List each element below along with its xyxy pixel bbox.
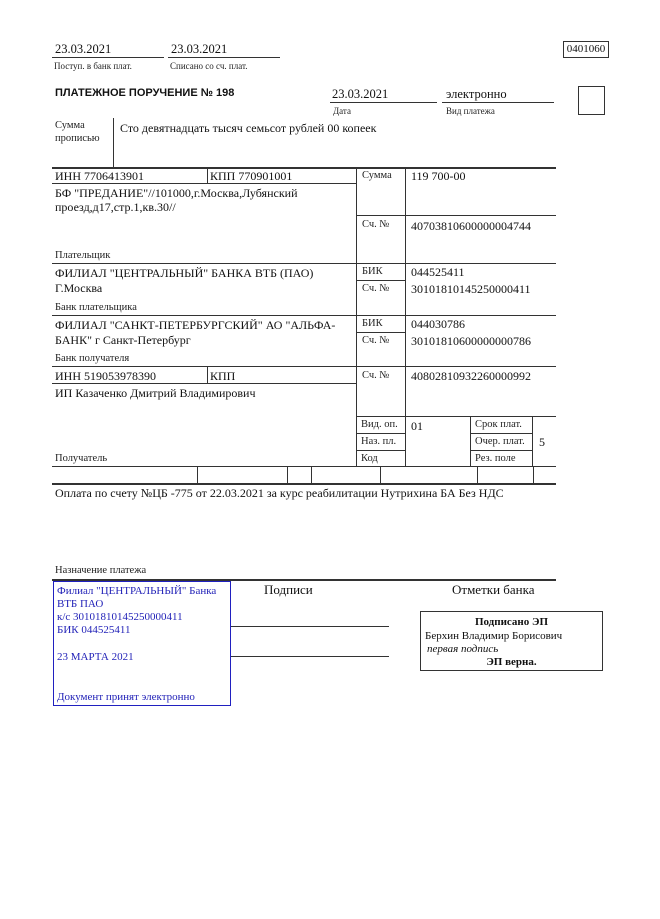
payee-bank-name-line1: ФИЛИАЛ "САНКТ-ПЕТЕРБУРГСКИЙ" АО "АЛЬФА- [55, 318, 336, 332]
stamp-line2: ВТБ ПАО [57, 598, 104, 610]
payee-bank-account-label: Сч. № [362, 335, 390, 346]
payment-type-label: Вид платежа [446, 106, 495, 116]
payer-bank-name-line1: ФИЛИАЛ "ЦЕНТРАЛЬНЫЙ" БАНКА ВТБ (ПАО) [55, 266, 314, 280]
page-title: ПЛАТЕЖНОЕ ПОРУЧЕНИЕ № 198 [55, 87, 235, 99]
bank-marks-label: Отметки банка [452, 582, 535, 597]
payee-bank-account: 30101810600000000786 [411, 334, 531, 348]
purpose-code-label: Наз. пл. [361, 436, 397, 447]
stamp-line1: Филиал "ЦЕНТРАЛЬНЫЙ" Банка [57, 585, 217, 597]
payer-account: 40703810600000004744 [411, 219, 531, 233]
signer-role: первая подпись [427, 643, 499, 655]
bank-stamp [53, 581, 231, 706]
stamp-accepted: Документ принят электронно [57, 691, 195, 703]
order-date-label: Дата [333, 106, 351, 116]
payer-bank-name-line2: Г.Москва [55, 281, 103, 295]
payer-kpp: КПП 770901001 [210, 169, 293, 183]
payer-label: Плательщик [55, 250, 111, 261]
signatures-label: Подписи [264, 582, 313, 597]
payee-account: 40802810932260000992 [411, 369, 531, 383]
amount-label: Сумма [362, 170, 392, 181]
debited-date: 23.03.2021 [171, 42, 228, 56]
stamp-line3: к/с 30101810145250000411 [57, 611, 183, 623]
ep-verified: ЭП верна. [486, 656, 537, 668]
op-type: 01 [411, 419, 423, 433]
payer-bank-account-label: Сч. № [362, 283, 390, 294]
code-label: Код [361, 453, 378, 464]
priority: 5 [539, 435, 545, 449]
payment-type-code-box [578, 86, 605, 115]
payer-bank-account: 30101810145250000411 [411, 282, 531, 296]
payer-name-line2: проезд,д17,стр.1,кв.30// [55, 200, 176, 214]
payment-type: электронно [446, 87, 507, 101]
amount-value: 119 700-00 [411, 169, 466, 183]
payer-bik: 044525411 [411, 265, 465, 279]
payee-account-label: Сч. № [362, 370, 390, 381]
order-date: 23.03.2021 [332, 87, 389, 101]
form-code: 0401060 [566, 43, 606, 55]
payee-bank-label: Банк получателя [55, 353, 130, 364]
received-date: 23.03.2021 [55, 42, 112, 56]
amount-words-label-2: прописью [55, 133, 100, 144]
form-code-box [563, 41, 609, 58]
payer-name-line1: БФ "ПРЕДАНИЕ"//101000,г.Москва,Лубянский [55, 186, 298, 200]
amount-words-label-1: Сумма [55, 120, 85, 131]
payee-name: ИП Казаченко Дмитрий Владимирович [55, 386, 256, 400]
received-label: Поступ. в банк плат. [54, 61, 132, 71]
due-label: Срок плат. [475, 419, 522, 430]
priority-label: Очер. плат. [475, 436, 525, 447]
amount-words-value: Сто девятнадцать тысяч семьсот рублей 00 копеек [120, 121, 377, 135]
signer-name: Берхин Владимир Борисович [425, 630, 563, 642]
payee-kpp: КПП [210, 369, 236, 383]
payer-bik-label: БИК [362, 266, 383, 277]
payee-bank-name-line2: БАНК" г Санкт-Петербург [55, 333, 191, 347]
payee-label: Получатель [55, 453, 108, 464]
payer-bank-label: Банк плательщика [55, 302, 137, 313]
payee-bik: 044030786 [411, 317, 465, 331]
op-type-label: Вид. оп. [361, 419, 398, 430]
payee-bik-label: БИК [362, 318, 383, 329]
stamp-date: 23 МАРТА 2021 [57, 651, 134, 663]
payee-inn: ИНН 519053978390 [55, 369, 156, 383]
purpose-text: Оплата по счету №ЦБ -775 от 22.03.2021 за курс реабилитации Нутрихина БА Без НДС [55, 486, 504, 500]
payer-inn: ИНН 7706413901 [55, 169, 144, 183]
debited-label: Списано со сч. плат. [170, 61, 248, 71]
signed-ep: Подписано ЭП [474, 616, 549, 628]
stamp-line4: БИК 044525411 [57, 624, 131, 636]
reserve-label: Рез. поле [475, 453, 516, 464]
bank-marks-box [420, 611, 603, 671]
purpose-label: Назначение платежа [55, 565, 147, 576]
payer-account-label: Сч. № [362, 219, 390, 230]
